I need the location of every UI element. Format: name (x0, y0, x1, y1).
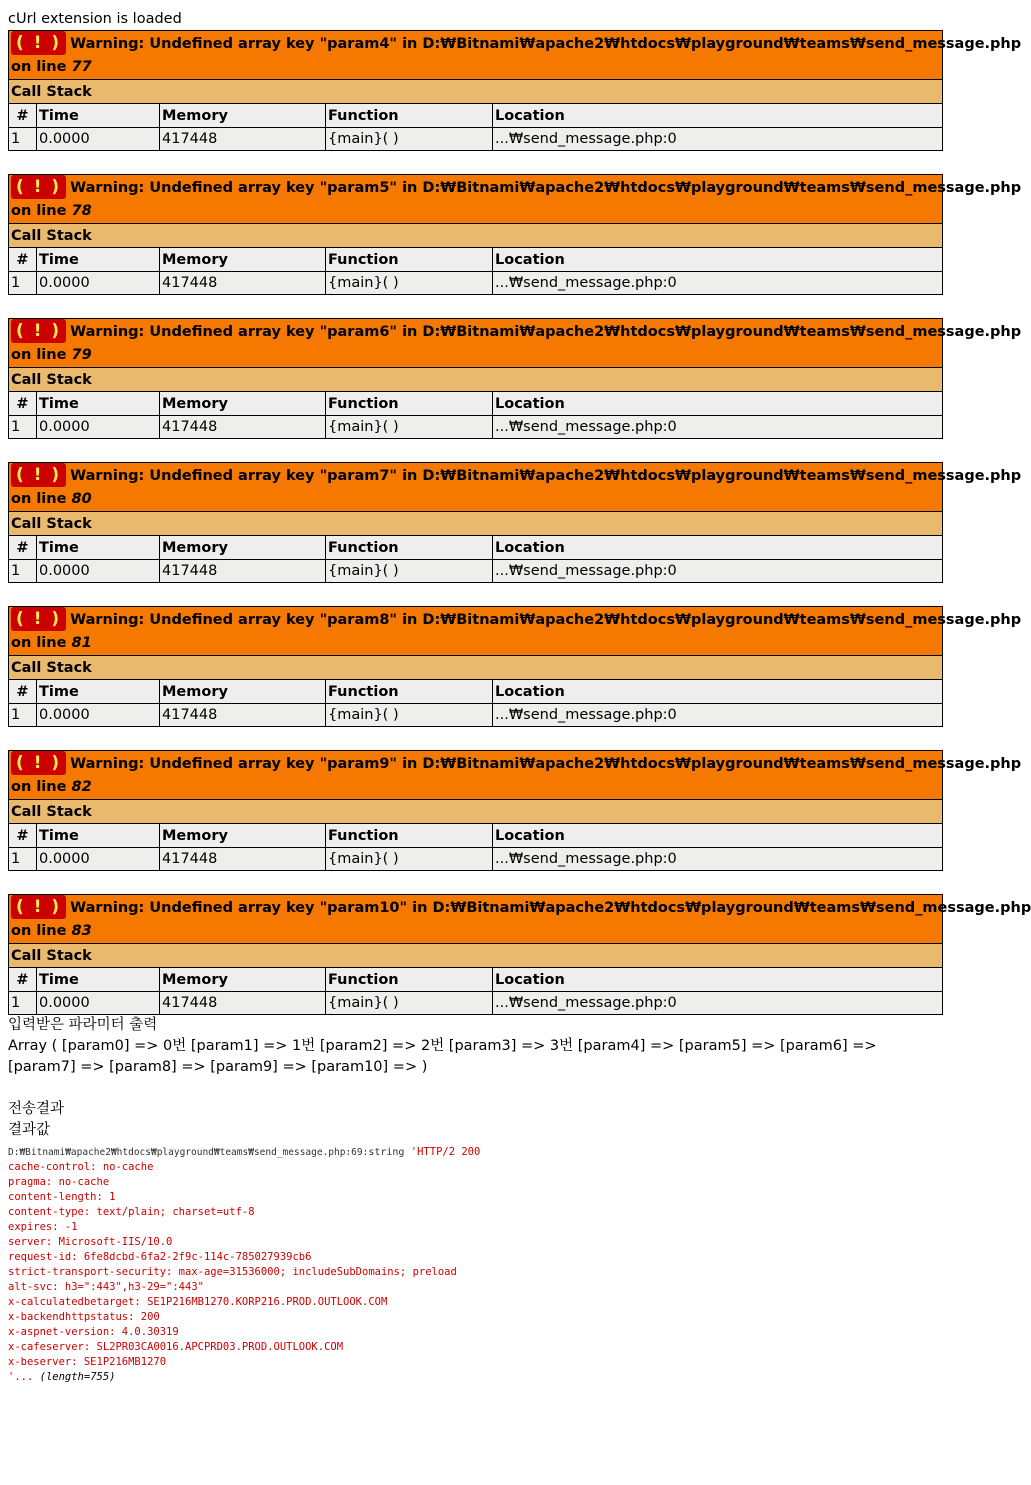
call-stack-heading: Call Stack (9, 80, 943, 104)
warning-icon: ( ! ) (11, 463, 66, 487)
col-time-header: Time (37, 104, 160, 128)
warning-line-number: 77 (71, 59, 92, 75)
cell-memory: 417448 (160, 128, 326, 151)
cell-time: 0.0000 (37, 992, 160, 1015)
cell-memory: 417448 (160, 416, 326, 439)
warning-line-number: 82 (71, 779, 92, 795)
col-memory-header: Memory (160, 536, 326, 560)
warning-message (9, 31, 1022, 80)
col-time-header: Time (37, 968, 160, 992)
col-function-header: Function (326, 536, 493, 560)
warning-file: D:₩Bitnami₩apache2₩htdocs₩playground₩teams₩send_message.php (422, 36, 1022, 52)
col-memory-header: Memory (160, 968, 326, 992)
dump-location: D:₩Bitnami₩apache2₩htdocs₩playground₩teams₩send_message.php:69: (8, 1147, 369, 1158)
cell-function: {main}( ) (326, 272, 493, 295)
dump-line: alt-svc: h3=":443",h3-29=":443" (8, 1281, 204, 1293)
col-function-header: Function (326, 248, 493, 272)
on-line-label: on line (11, 59, 67, 75)
col-function-header: Function (326, 824, 493, 848)
call-stack-heading: Call Stack (9, 224, 943, 248)
col-location-header: Location (493, 248, 943, 272)
cell-num: 1 (9, 272, 37, 295)
output-section (8, 1015, 943, 1385)
warning-block (8, 750, 1022, 871)
on-line-label: on line (11, 203, 67, 219)
warning-message (9, 895, 1031, 944)
dump-length: (length=755) (39, 1371, 116, 1383)
xdebug-error-table (8, 750, 1022, 871)
col-num-header: # (9, 104, 37, 128)
warning-file: D:₩Bitnami₩apache2₩htdocs₩playground₩teams₩send_message.php (422, 612, 1022, 628)
array-output: Array ( [param0] => 0번 [param1] => 1번 [param2] => 2번 [param3] => 3번 [param4] => [param5] => [param6] => [param7] => [param8] => [param9] => [param10] => ) (8, 1038, 877, 1075)
warning-in: in (402, 612, 418, 628)
col-location-header: Location (493, 392, 943, 416)
warning-prefix: Warning: Undefined array key (70, 900, 315, 916)
on-line-label: on line (11, 779, 67, 795)
cell-num: 1 (9, 704, 37, 727)
cell-location: ...₩send_message.php:0 (493, 704, 943, 727)
col-memory-header: Memory (160, 248, 326, 272)
xdebug-error-table (8, 462, 1022, 583)
table-row (9, 128, 943, 151)
dump-line: 'HTTP/2 200 (410, 1146, 481, 1158)
cell-num: 1 (9, 560, 37, 583)
result-value-label: 결과값 (8, 1122, 51, 1138)
warning-file: D:₩Bitnami₩apache2₩htdocs₩playground₩teams₩send_message.php (422, 324, 1022, 340)
xdebug-error-table (8, 318, 1022, 439)
warning-file: D:₩Bitnami₩apache2₩htdocs₩playground₩teams₩send_message.php (422, 756, 1022, 772)
table-row (9, 560, 943, 583)
cell-function: {main}( ) (326, 560, 493, 583)
col-memory-header: Memory (160, 824, 326, 848)
warning-file: D:₩Bitnami₩apache2₩htdocs₩playground₩teams₩send_message.php (432, 900, 1031, 916)
warning-line-number: 80 (71, 491, 92, 507)
warning-message (9, 463, 1022, 512)
col-time-header: Time (37, 248, 160, 272)
warning-message (9, 319, 1022, 368)
table-row (9, 848, 943, 871)
table-row (9, 704, 943, 727)
dump-tail: '... (8, 1371, 34, 1383)
col-memory-header: Memory (160, 104, 326, 128)
warning-block (8, 894, 1031, 1015)
warning-icon: ( ! ) (11, 31, 66, 55)
table-row (9, 272, 943, 295)
dump-line: x-cafeserver: SL2PR03CA0016.APCPRD03.PROD.OUTLOOK.COM (8, 1341, 344, 1353)
warning-key: "param8" (319, 612, 397, 628)
params-heading: 입력받은 파라미터 출력 (8, 1017, 158, 1033)
cell-location: ...₩send_message.php:0 (493, 848, 943, 871)
warning-key: "param10" (319, 900, 408, 916)
warning-icon: ( ! ) (11, 895, 66, 919)
var-dump (8, 1145, 943, 1385)
warning-in: in (402, 36, 418, 52)
call-stack-heading: Call Stack (9, 656, 943, 680)
col-time-header: Time (37, 680, 160, 704)
warning-key: "param4" (319, 36, 397, 52)
dump-type: string (368, 1147, 405, 1158)
dump-line: strict-transport-security: max-age=31536000; includeSubDomains; preload (8, 1266, 457, 1278)
cell-time: 0.0000 (37, 272, 160, 295)
col-time-header: Time (37, 824, 160, 848)
warning-line-number: 78 (71, 203, 92, 219)
xdebug-error-table (8, 894, 1031, 1015)
col-time-header: Time (37, 536, 160, 560)
cell-time: 0.0000 (37, 128, 160, 151)
cell-memory: 417448 (160, 560, 326, 583)
dump-line: x-backendhttpstatus: 200 (8, 1311, 160, 1323)
cell-time: 0.0000 (37, 704, 160, 727)
col-location-header: Location (493, 536, 943, 560)
dump-line: x-calculatedbetarget: SE1P216MB1270.KORP216.PROD.OUTLOOK.COM (8, 1296, 388, 1308)
warning-block (8, 30, 1022, 151)
warning-key: "param7" (319, 468, 397, 484)
table-row (9, 992, 943, 1015)
warning-key: "param5" (319, 180, 397, 196)
on-line-label: on line (11, 491, 67, 507)
cell-location: ...₩send_message.php:0 (493, 416, 943, 439)
col-num-header: # (9, 680, 37, 704)
warning-message (9, 175, 1022, 224)
cell-time: 0.0000 (37, 560, 160, 583)
send-result-label: 전송결과 (8, 1101, 65, 1117)
cell-num: 1 (9, 992, 37, 1015)
dump-line: cache-control: no-cache (8, 1161, 154, 1173)
col-num-header: # (9, 536, 37, 560)
warning-prefix: Warning: Undefined array key (70, 180, 315, 196)
cell-location: ...₩send_message.php:0 (493, 992, 943, 1015)
cell-time: 0.0000 (37, 416, 160, 439)
col-memory-header: Memory (160, 680, 326, 704)
call-stack-heading: Call Stack (9, 800, 943, 824)
on-line-label: on line (11, 923, 67, 939)
dump-lines (8, 1146, 480, 1368)
warning-icon: ( ! ) (11, 607, 66, 631)
col-function-header: Function (326, 968, 493, 992)
warning-prefix: Warning: Undefined array key (70, 612, 315, 628)
warning-prefix: Warning: Undefined array key (70, 36, 315, 52)
warning-in: in (412, 900, 428, 916)
col-num-header: # (9, 968, 37, 992)
warning-icon: ( ! ) (11, 751, 66, 775)
dump-line: content-type: text/plain; charset=utf-8 (8, 1206, 255, 1218)
cell-num: 1 (9, 848, 37, 871)
col-memory-header: Memory (160, 392, 326, 416)
cell-function: {main}( ) (326, 704, 493, 727)
col-num-header: # (9, 248, 37, 272)
col-time-header: Time (37, 392, 160, 416)
dump-line: expires: -1 (8, 1221, 78, 1233)
warning-block (8, 174, 1022, 295)
warning-icon: ( ! ) (11, 175, 66, 199)
cell-location: ...₩send_message.php:0 (493, 272, 943, 295)
warning-icon: ( ! ) (11, 319, 66, 343)
intro-text: cUrl extension is loaded (8, 11, 182, 27)
warnings-list (8, 30, 1031, 1015)
warning-prefix: Warning: Undefined array key (70, 324, 315, 340)
on-line-label: on line (11, 635, 67, 651)
warning-line-number: 81 (71, 635, 92, 651)
cell-function: {main}( ) (326, 992, 493, 1015)
call-stack-heading: Call Stack (9, 944, 943, 968)
warning-block (8, 318, 1022, 439)
warning-prefix: Warning: Undefined array key (70, 468, 315, 484)
cell-memory: 417448 (160, 848, 326, 871)
xdebug-error-table (8, 606, 1022, 727)
col-location-header: Location (493, 824, 943, 848)
warning-in: in (402, 324, 418, 340)
cell-time: 0.0000 (37, 848, 160, 871)
col-num-header: # (9, 392, 37, 416)
warning-in: in (402, 180, 418, 196)
warning-in: in (402, 756, 418, 772)
cell-memory: 417448 (160, 272, 326, 295)
cell-location: ...₩send_message.php:0 (493, 560, 943, 583)
warning-prefix: Warning: Undefined array key (70, 756, 315, 772)
dump-line: x-aspnet-version: 4.0.30319 (8, 1326, 179, 1338)
cell-location: ...₩send_message.php:0 (493, 128, 943, 151)
cell-memory: 417448 (160, 704, 326, 727)
col-function-header: Function (326, 392, 493, 416)
on-line-label: on line (11, 347, 67, 363)
cell-num: 1 (9, 416, 37, 439)
cell-function: {main}( ) (326, 848, 493, 871)
cell-function: {main}( ) (326, 416, 493, 439)
cell-num: 1 (9, 128, 37, 151)
warning-block (8, 462, 1022, 583)
col-function-header: Function (326, 680, 493, 704)
call-stack-heading: Call Stack (9, 512, 943, 536)
warning-key: "param9" (319, 756, 397, 772)
col-num-header: # (9, 824, 37, 848)
cell-function: {main}( ) (326, 128, 493, 151)
warning-file: D:₩Bitnami₩apache2₩htdocs₩playground₩teams₩send_message.php (422, 180, 1022, 196)
warning-file: D:₩Bitnami₩apache2₩htdocs₩playground₩teams₩send_message.php (422, 468, 1022, 484)
cell-memory: 417448 (160, 992, 326, 1015)
dump-line: x-beserver: SE1P216MB1270 (8, 1356, 167, 1368)
xdebug-error-table (8, 30, 1022, 151)
col-location-header: Location (493, 104, 943, 128)
xdebug-error-table (8, 174, 1022, 295)
dump-line: content-length: 1 (8, 1191, 116, 1203)
warning-key: "param6" (319, 324, 397, 340)
warning-message (9, 751, 1022, 800)
call-stack-heading: Call Stack (9, 368, 943, 392)
col-function-header: Function (326, 104, 493, 128)
dump-line: server: Microsoft-IIS/10.0 (8, 1236, 173, 1248)
warning-line-number: 83 (71, 923, 92, 939)
warning-line-number: 79 (71, 347, 92, 363)
warning-message (9, 607, 1022, 656)
col-location-header: Location (493, 968, 943, 992)
col-location-header: Location (493, 680, 943, 704)
dump-line: pragma: no-cache (8, 1176, 110, 1188)
table-row (9, 416, 943, 439)
warning-in: in (402, 468, 418, 484)
warning-block (8, 606, 1022, 727)
dump-line: request-id: 6fe8dcbd-6fa2-2f9c-114c-785027939cb6 (8, 1251, 312, 1263)
